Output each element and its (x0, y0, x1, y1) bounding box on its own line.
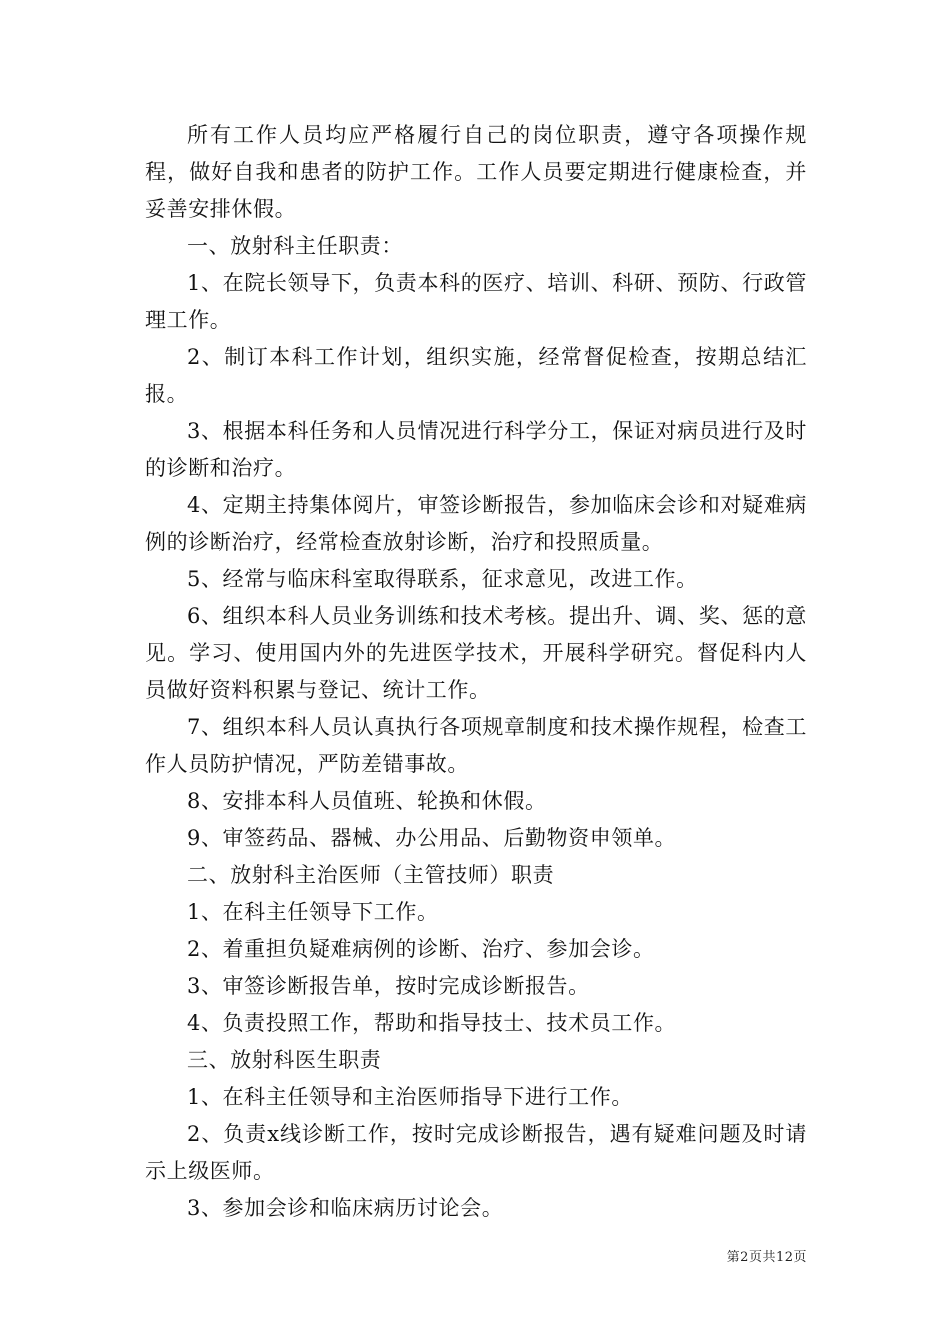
paragraph-director-2: 2、制订本科工作计划，组织实施，经常督促检查，按期总结汇报。 (145, 345, 807, 406)
paragraph-attending-1: 1、在科主任领导下工作。 (187, 900, 439, 924)
paragraph-doctor-1: 1、在科主任领导和主治医师指导下进行工作。 (187, 1085, 633, 1109)
document-body (145, 117, 807, 1227)
paragraph-intro: 所有工作人员均应严格履行自己的岗位职责，遵守各项操作规程，做好自我和患者的防护工作。工作人员要定期进行健康检查，并妥善安排休假。 (145, 123, 807, 221)
paragraph-director-1: 1、在院长领导下，负责本科的医疗、培训、科研、预防、行政管理工作。 (145, 271, 807, 332)
paragraph-director-5: 5、经常与临床科室取得联系，征求意见，改进工作。 (187, 567, 698, 591)
paragraph-director-8: 8、安排本科人员值班、轮换和休假。 (187, 789, 547, 813)
section-heading-director: 一、放射科主任职责： (187, 234, 403, 258)
paragraph-director-3: 3、根据本科任务和人员情况进行科学分工，保证对病员进行及时的诊断和治疗。 (145, 419, 807, 480)
paragraph-attending-2: 2、着重担负疑难病例的诊断、治疗、参加会诊。 (187, 937, 655, 961)
paragraph-doctor-2: 2、负责x线诊断工作，按时完成诊断报告，遇有疑难问题及时请示上级医师。 (145, 1122, 807, 1183)
paragraph-director-6: 6、组织本科人员业务训练和技术考核。提出升、调、奖、惩的意见。学习、使用国内外的先进医学技术，开展科学研究。督促科内人员做好资料积累与登记、统计工作。 (145, 604, 807, 702)
paragraph-doctor-3: 3、参加会诊和临床病历讨论会。 (187, 1196, 504, 1220)
paragraph-attending-4: 4、负责投照工作，帮助和指导技士、技术员工作。 (187, 1011, 677, 1035)
paragraph-director-4: 4、定期主持集体阅片，审签诊断报告，参加临床会诊和对疑难病例的诊断治疗，经常检查放射诊断，治疗和投照质量。 (145, 493, 807, 554)
page-number-footer: 第2页共12页 (726, 1250, 807, 1265)
paragraph-director-9: 9、审签药品、器械、办公用品、后勤物资申领单。 (187, 826, 677, 850)
section-heading-attending: 二、放射科主治医师（主管技师）职责 (187, 863, 555, 887)
paragraph-attending-3: 3、审签诊断报告单，按时完成诊断报告。 (187, 974, 590, 998)
section-heading-doctor: 三、放射科医生职责 (187, 1048, 382, 1072)
paragraph-director-7: 7、组织本科人员认真执行各项规章制度和技术操作规程，检查工作人员防护情况，严防差错事故。 (145, 715, 807, 776)
